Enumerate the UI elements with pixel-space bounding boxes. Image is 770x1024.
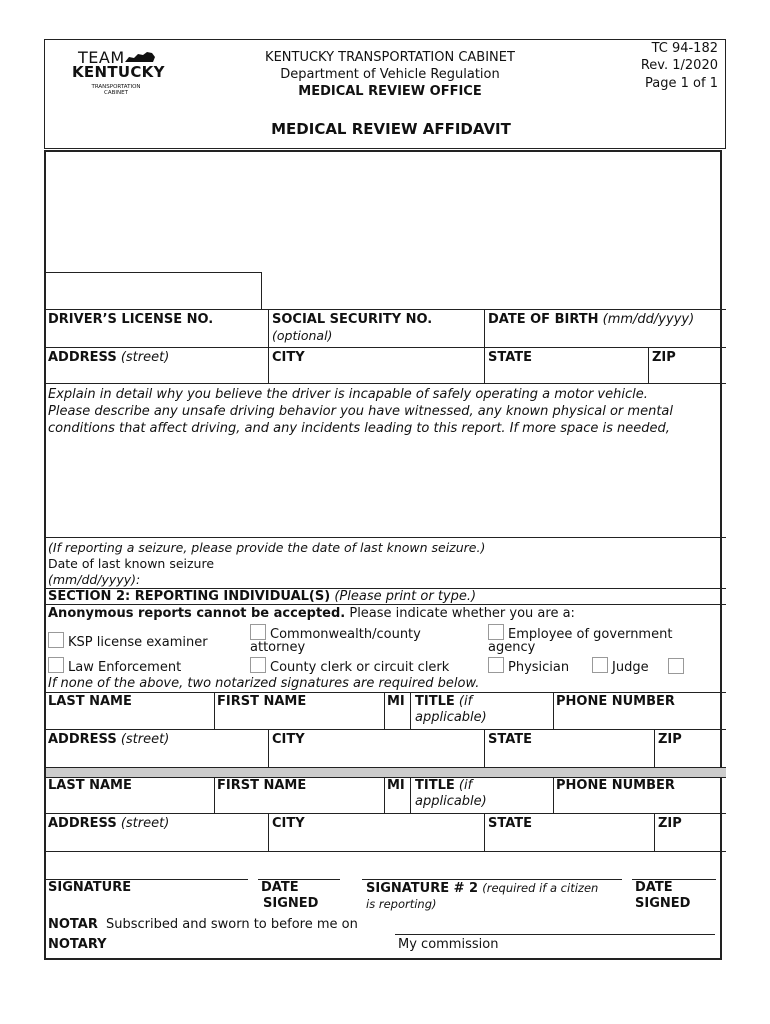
- reporter2-title-note: applicable): [415, 794, 487, 809]
- seizure-date-label: Date of last known seizure: [48, 556, 215, 571]
- revision: Rev. 1/2020: [640, 58, 718, 73]
- reporter2-first-name-label: FIRST NAME: [217, 778, 307, 793]
- commission-label: My commission: [398, 937, 499, 952]
- option-commonwealth-attorney-cont: attorney: [250, 640, 306, 655]
- reporter1-zip-label: ZIP: [658, 732, 682, 747]
- option-county-clerk[interactable]: County clerk or circuit clerk: [250, 657, 449, 676]
- none-of-above-note: If none of the above, two notarized signatures are required below.: [48, 676, 480, 691]
- signature-label: SIGNATURE: [48, 880, 132, 895]
- explain-text-1: Explain in detail why you believe the driver is incapable of safely operating a motor vehicle.: [48, 387, 648, 402]
- notary-sworn-line: NOTAR Subscribed and sworn to before me on: [48, 917, 358, 932]
- reporter2-state-label: STATE: [488, 816, 533, 831]
- driver-city-label: CITY: [272, 350, 305, 365]
- drivers-license-label: DRIVER’S LICENSE NO.: [48, 312, 214, 327]
- seizure-instruction: (If reporting a seizure, please provide the date of last known seizure.): [48, 540, 486, 555]
- checkbox[interactable]: [488, 624, 504, 640]
- option-judge[interactable]: Judge: [592, 657, 649, 676]
- signature2-note: is reporting): [366, 897, 437, 911]
- driver-zip-label: ZIP: [652, 350, 676, 365]
- option-government-employee[interactable]: Employee of government: [488, 624, 672, 643]
- checkbox[interactable]: [488, 657, 504, 673]
- checkbox[interactable]: [250, 657, 266, 673]
- reporter2-mi-label: MI: [387, 778, 405, 793]
- checkbox[interactable]: [250, 624, 266, 640]
- department-name: Department of Vehicle Regulation: [280, 67, 500, 82]
- driver-address-label: ADDRESS (street): [48, 350, 170, 365]
- form-number: TC 94-182: [651, 41, 718, 56]
- dob-label: DATE OF BIRTH (mm/dd/yyyy): [488, 312, 695, 327]
- explain-text-3: conditions that affect driving, and any incidents leading to this report. If more space is needed,: [48, 421, 670, 436]
- reporter1-mi-label: MI: [387, 694, 405, 709]
- option-ksp-examiner[interactable]: KSP license examiner: [48, 632, 208, 651]
- option-commonwealth-attorney[interactable]: Commonwealth/county: [250, 624, 421, 643]
- anonymous-note: Anonymous reports cannot be accepted. Please indicate whether you are a:: [48, 606, 575, 621]
- reporter2-last-name-label: LAST NAME: [48, 778, 132, 793]
- option-physician[interactable]: Physician: [488, 657, 569, 676]
- reporter2-city-label: CITY: [272, 816, 305, 831]
- checkbox[interactable]: [48, 657, 64, 673]
- signature2-field[interactable]: [364, 855, 620, 877]
- drivers-license-field[interactable]: [48, 328, 264, 345]
- seizure-date-format: (mm/dd/yyyy):: [48, 572, 141, 587]
- option-other-checkbox[interactable]: [668, 657, 688, 676]
- office-name: MEDICAL REVIEW OFFICE: [298, 84, 482, 99]
- date-signed-label: DATE SIGNED: [261, 880, 319, 911]
- signature-field[interactable]: [48, 855, 246, 877]
- reporter1-city-label: CITY: [272, 732, 305, 747]
- checkbox[interactable]: [668, 658, 684, 674]
- reporter1-state-label: STATE: [488, 732, 533, 747]
- date-signed-2-label: DATE SIGNED: [635, 880, 691, 911]
- checkbox[interactable]: [592, 657, 608, 673]
- photo-box: [46, 272, 262, 310]
- driver-state-label: STATE: [488, 350, 533, 365]
- reporter2-zip-label: ZIP: [658, 816, 682, 831]
- agency-name: KENTUCKY TRANSPORTATION CABINET: [265, 50, 515, 65]
- notary-label: NOTARY: [48, 937, 107, 952]
- signature2-label: SIGNATURE # 2 (required if a citizen: [366, 881, 599, 896]
- ssn-optional-note: (optional): [272, 328, 333, 343]
- explanation-field[interactable]: [48, 440, 716, 534]
- section2-heading: SECTION 2: REPORTING INDIVIDUAL(S) (Please print or type.): [48, 589, 477, 604]
- reporter2-address-label: ADDRESS (street): [48, 816, 170, 831]
- reporter1-title-note: applicable): [415, 710, 487, 725]
- explain-text-2: Please describe any unsafe driving behavior you have witnessed, any known physical or mental: [48, 404, 673, 419]
- option-government-employee-cont: agency: [488, 640, 536, 655]
- reporter2-phone-label: PHONE NUMBER: [556, 778, 675, 793]
- reporter1-first-name-label: FIRST NAME: [217, 694, 307, 709]
- seizure-date-field[interactable]: [150, 572, 350, 587]
- reporter1-address-label: ADDRESS (street): [48, 732, 170, 747]
- checkbox[interactable]: [48, 632, 64, 648]
- option-law-enforcement[interactable]: Law Enforcement: [48, 657, 181, 676]
- ssn-label: SOCIAL SECURITY NO.: [272, 312, 433, 327]
- reporter1-last-name-label: LAST NAME: [48, 694, 132, 709]
- page-number: Page 1 of 1: [645, 76, 718, 91]
- reporter2-title-label: TITLE (if: [415, 778, 473, 793]
- reporter1-title-label: TITLE (if: [415, 694, 473, 709]
- kentucky-state-icon: [125, 51, 155, 63]
- form-title: MEDICAL REVIEW AFFIDAVIT: [271, 120, 511, 138]
- team-kentucky-logo: TEAM KENTUCKY TRANSPORTATION CABINET: [72, 48, 165, 96]
- reporter1-phone-label: PHONE NUMBER: [556, 694, 675, 709]
